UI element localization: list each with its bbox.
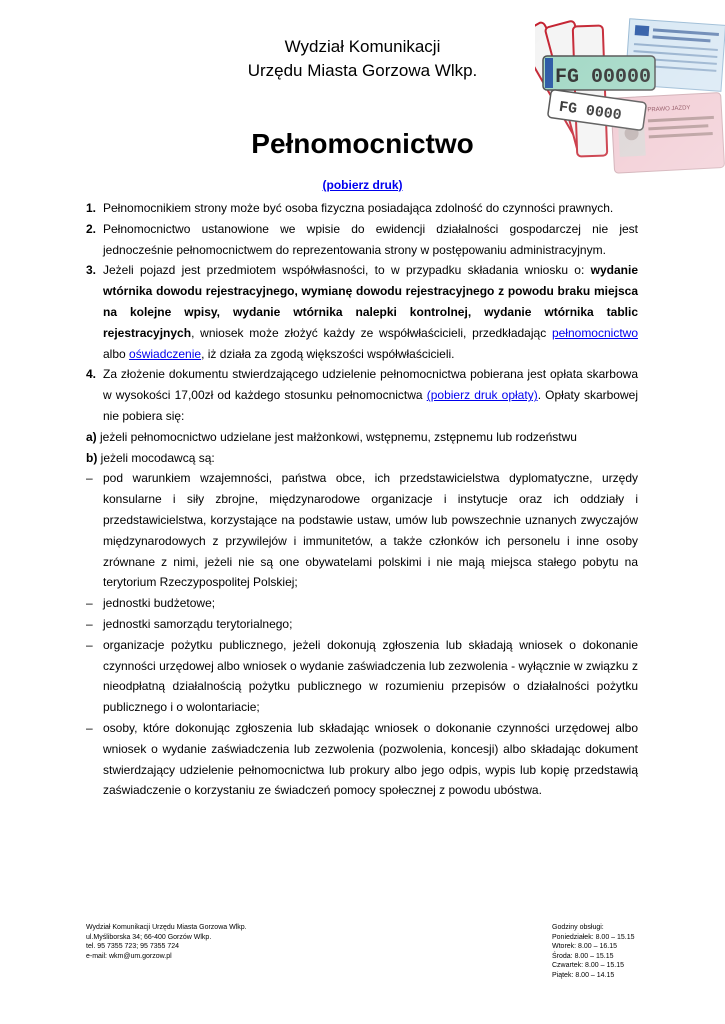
dash-item-4: [86, 635, 638, 718]
hours-thursday: Czwartek: 8.00 – 15.15: [552, 962, 624, 970]
page-title: Pełnomocnictwo: [251, 128, 474, 159]
dash-item-text: jednostki budżetowe;: [103, 596, 216, 611]
dash-item-1: [86, 468, 638, 593]
hours-wednesday: Środa: 8.00 – 15.15: [552, 952, 614, 960]
hours-friday: Piątek: 8.00 – 14.15: [552, 971, 615, 979]
download-fee-form-link[interactable]: (pobierz druk opłaty): [426, 388, 538, 403]
item-text: Pełnomocnictwo ustanowione we wpisie do ewidencji działalności gospodarczej nie jest jednocześnie pełnomocnictwem do reprezentowania strony w postępowaniu administracyjnym.: [103, 221, 638, 257]
hours-monday: Poniedziałek: 8.00 – 15.15: [552, 933, 635, 941]
list-item-4: [86, 364, 638, 426]
footer-opening-hours: [552, 923, 635, 981]
list-item-1: [86, 198, 638, 219]
item-number: 4.: [86, 367, 97, 382]
hours-heading: Godziny obsługi:: [552, 924, 604, 931]
item-3-bold-cases: wydanie wtórnika dowodu rejestracyjnego, wymianę dowodu rejestracyjnego z powodu braku miejsca na kolejne wpisy, wydanie wtórnika nalepki kontrolnej, wydanie wtórnika tablic rejestracyjnych: [103, 263, 638, 340]
item-number: 3.: [86, 263, 97, 278]
clause-a: [86, 427, 638, 448]
item-3-middle: , wniosek może złożyć każdy ze współwłaścicieli, przedkładając: [191, 325, 552, 340]
dash-item-5: [86, 718, 638, 801]
clause-b: [86, 448, 638, 469]
footer-address: ul.Myśliborska 34; 66-400 Gorzów Wlkp.: [86, 933, 212, 941]
download-form-link[interactable]: (pobierz druk): [322, 178, 403, 192]
dash-item-3: [86, 614, 638, 635]
footer-office-name: Wydział Komunikacji Urzędu Miasta Gorzowa Wlkp.: [86, 924, 247, 931]
item-number: 2.: [86, 221, 97, 236]
header-department: Wydział Komunikacji: [284, 37, 441, 56]
footer-contact: [86, 923, 247, 961]
dash-item-text: osoby, które dokonując zgłoszenia lub składając wniosek o dokonanie czynności urzędowej albo wniosek o wydanie zaświadczenia lub zezwolenia (pozwolenia, koncesji) albo składając dokument stwierdzający udzielenie pełnomocnictwa lub prokury albo jego odpis, wypis lub kopię przedstawią zaświadczenie o korzystaniu ze świadczeń pomocy społecznej z powodu ubóstwa.: [103, 720, 638, 798]
item-3-end: , iż działa za zgodą większości współwłaścicieli.: [201, 346, 455, 361]
list-item-2: [86, 219, 638, 261]
declaration-link[interactable]: oświadczenie: [129, 346, 202, 361]
item-3-intro: Jeżeli pojazd jest przedmiotem współwłasności, to w przypadku składania wniosku o:: [103, 263, 591, 278]
clause-a-text: jeżeli pełnomocnictwo udzielane jest małżonkowi, wstępnemu, zstępnemu lub rodzeństwu: [96, 429, 577, 444]
item-4-fee-text: Za złożenie dokumentu stwierdzającego udzielenie pełnomocnictwa pobierana jest opłata skarbowa w wysokości 17,00zł od każdego stosunku pełnomocnictwa: [103, 367, 638, 403]
document-body: [86, 198, 638, 801]
dash-item-text: organizacje pożytku publicznego, jeżeli dokonują zgłoszenia lub składają wniosek o dokonanie czynności urzędowej albo wniosek o wydanie zaświadczenia lub zezwolenia - wyłącznie w związku z nieodpłatną działalnością pożytku publicznego w rozumieniu przepisów o działalności pożytku publicznego i o wolontariacie;: [103, 637, 638, 715]
office-header: [150, 35, 575, 83]
footer-phone: tel. 95 7355 723; 95 7355 724: [86, 943, 180, 951]
dash-bullet: –: [86, 720, 93, 735]
dash-bullet: –: [86, 596, 93, 611]
footer-email: e-mail: wkm@um.gorzow.pl: [86, 952, 172, 960]
power-of-attorney-link[interactable]: pełnomocnictwo: [551, 325, 638, 340]
dash-bullet: –: [86, 637, 93, 652]
dash-item-text: jednostki samorządu terytorialnego;: [103, 616, 293, 631]
clause-a-label: a): [86, 429, 97, 444]
hours-tuesday: Wtorek: 8.00 – 16.15: [552, 943, 617, 951]
list-item-3: [86, 260, 638, 364]
dash-item-text: pod warunkiem wzajemności, państwa obce, ich przedstawicielstwa dyplomatyczne, urzędy konsularne i siły zbrojne, międzynarodowe organizacje i instytucje oraz ich oddziały i przedstawicielstwa, korzystające na podstawie ustaw, umów lub powszechnie uznanych zwyczajów międzynarodowych z przywilejów i immunitetów, a także członków ich personelu i inne osoby zrównane z nimi, jeżeli nie są one obywatelami polskimi i nie mają miejsca stałego pobytu na terytorium Rzeczypospolitej Polskiej;: [103, 471, 638, 590]
download-form-row: [0, 178, 725, 192]
item-text: Pełnomocnikiem strony może być osoba fizyczna posiadająca zdolność do czynności prawnych.: [103, 201, 614, 215]
clause-b-text: jeżeli mocodawcą są:: [97, 450, 215, 465]
item-4-exemption-intro: . Opłaty skarbowej nie pobiera się:: [103, 388, 638, 423]
dash-bullet: –: [86, 471, 93, 486]
header-city-office: Urzędu Miasta Gorzowa Wlkp.: [247, 61, 478, 80]
item-number: 1.: [86, 201, 97, 215]
item-text: [103, 364, 638, 426]
item-text: [103, 260, 638, 364]
dash-item-2: [86, 593, 638, 614]
item-3-or: albo: [103, 346, 130, 361]
dash-bullet: –: [86, 616, 93, 631]
clause-b-label: b): [86, 450, 98, 465]
